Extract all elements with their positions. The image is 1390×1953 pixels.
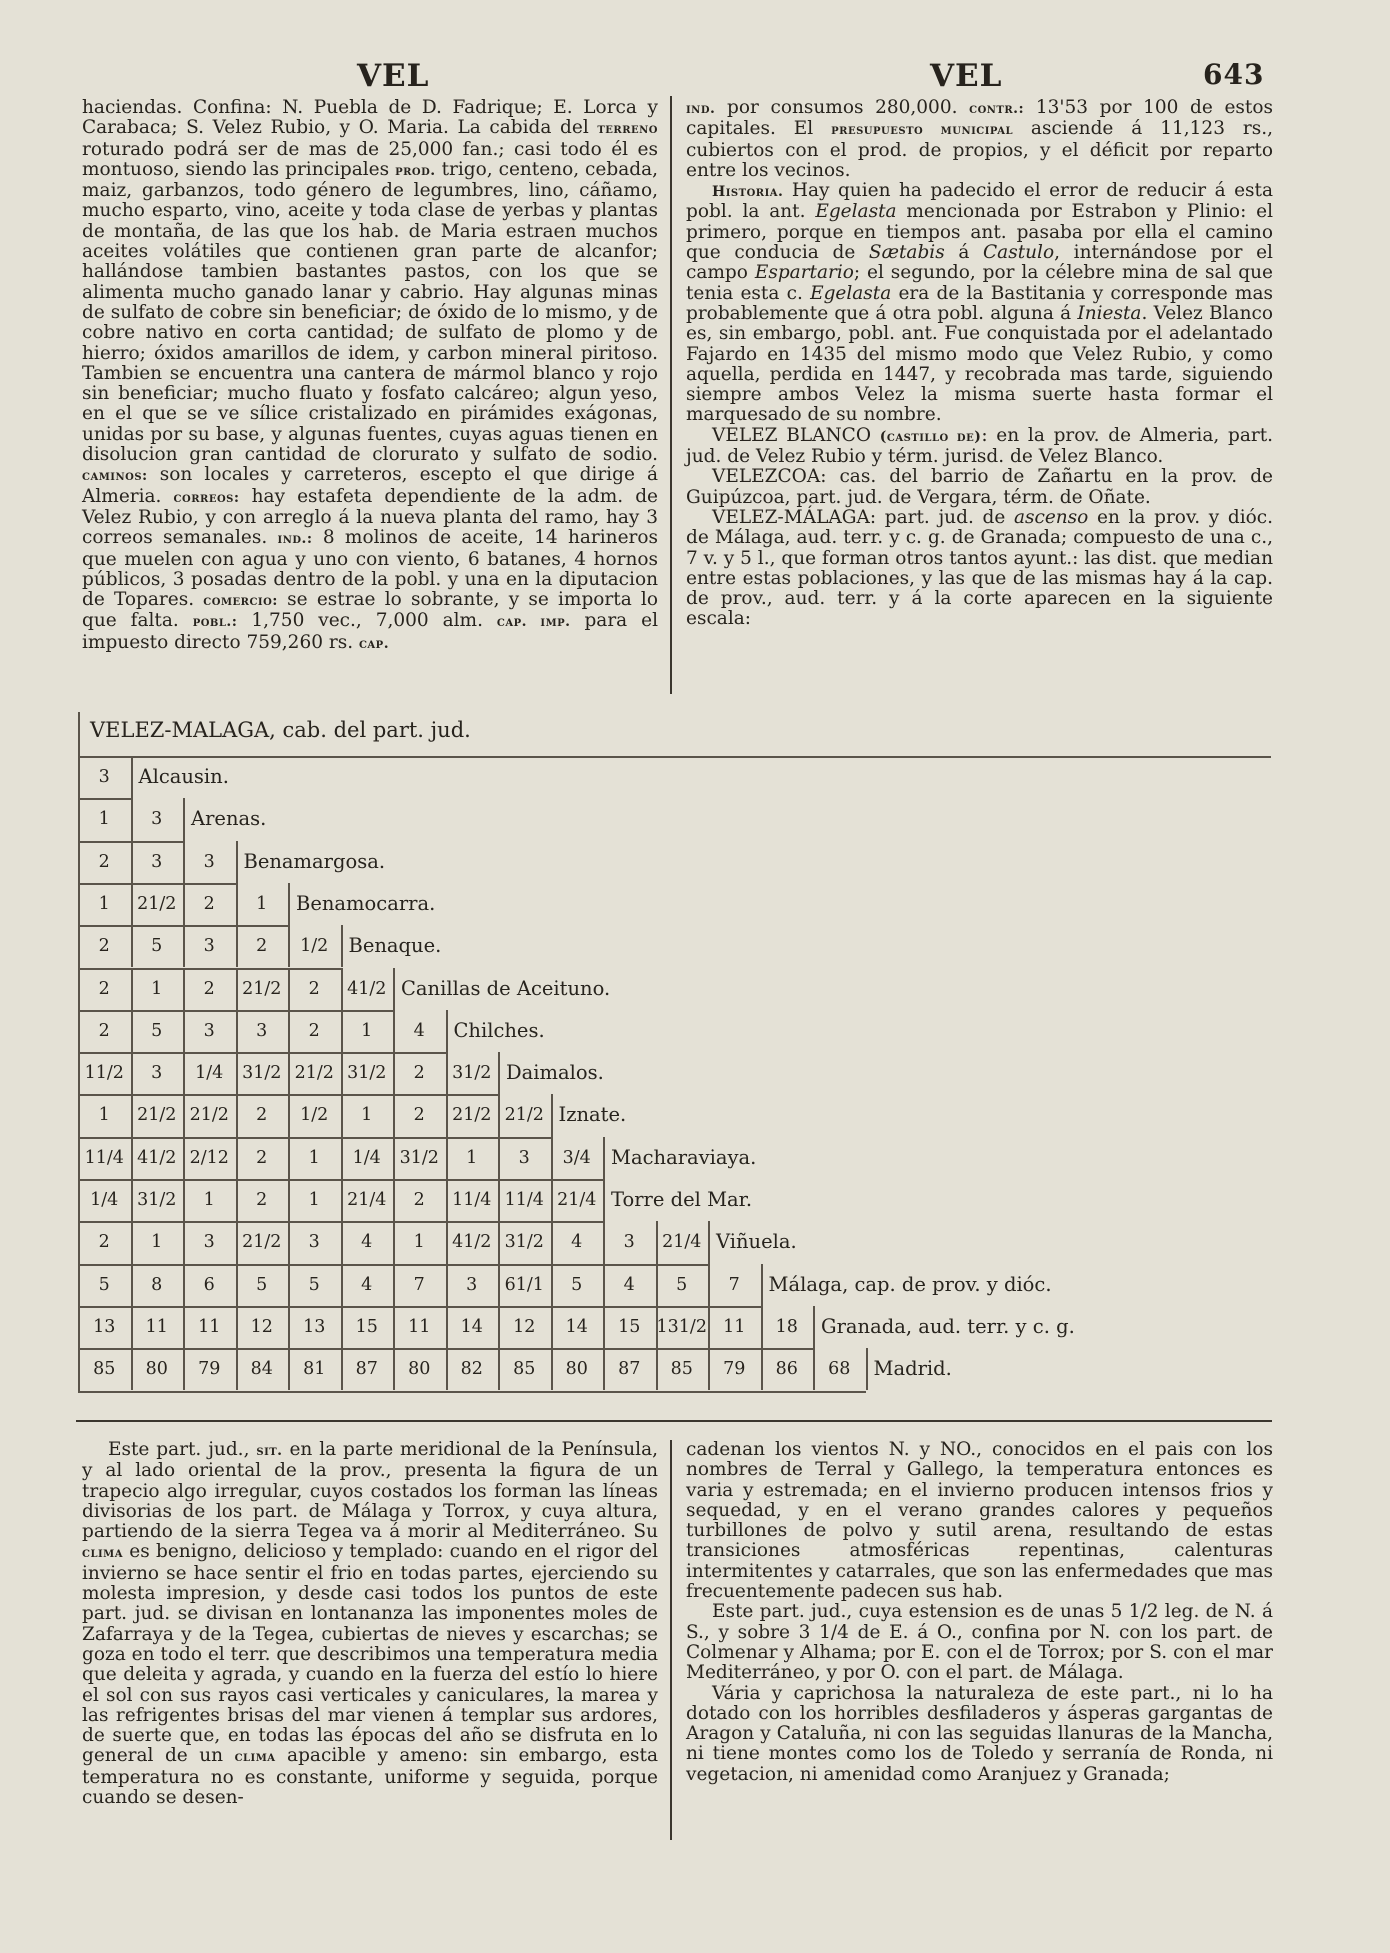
distance-cell: 18 [775,1316,798,1337]
distance-cell: 80 [565,1359,588,1380]
distance-cell: 1 [151,978,163,999]
distance-cell: 4 [413,1020,425,1041]
distance-cell: 21/4 [662,1232,702,1253]
distance-cell: 11 [723,1316,746,1337]
distance-cell: 41/2 [137,1147,177,1168]
distance-cell: 2 [98,978,110,999]
distance-cell: 3 [203,1020,215,1041]
distance-cell: 1 [203,1190,215,1210]
distance-cell: 21/2 [294,1063,334,1084]
distance-cell: 11/4 [504,1190,544,1210]
distance-cell: 21/4 [347,1190,387,1210]
town-name: Daimalos. [506,1061,604,1085]
distance-cell: 5 [151,936,163,957]
town-name: Arenas. [191,807,267,831]
distance-cell: 1/4 [195,1063,224,1084]
top-left-column [82,98,658,654]
distance-cell: 11 [408,1316,431,1337]
distance-cell: 12 [513,1316,536,1337]
distance-cell: 82 [460,1359,483,1380]
town-name: Viñuela. [716,1230,797,1254]
distance-cell: 6 [203,1274,215,1295]
distance-cell: 1 [151,1232,163,1253]
town-name: Málaga, cap. de prov. y dióc. [768,1272,1052,1296]
town-name: Chilches. [453,1018,545,1042]
distance-cell: 2 [413,1190,425,1210]
town-name: Alcausin. [138,765,229,788]
distance-cell: 21/2 [137,893,177,914]
distance-cell: 3 [518,1147,530,1168]
distance-cell: 2 [203,893,215,914]
town-name: Iznate. [558,1103,627,1127]
distance-cell: 13 [93,1316,116,1337]
distance-cell: 3 [203,1232,215,1253]
distance-cell: 1/2 [300,1105,329,1126]
distance-cell: 21/2 [137,1105,177,1126]
distance-cell: 87 [355,1359,378,1380]
town-name: Madrid. [873,1357,952,1381]
distance-cell: 21/2 [452,1105,492,1126]
distance-cell: 5 [151,1020,163,1041]
distance-cell: 85 [670,1359,693,1380]
distance-cell: 81 [303,1359,326,1380]
distance-cell: 31/2 [504,1232,544,1253]
town-name: Benamocarra. [296,891,436,915]
bottom-left-column [82,1440,658,1808]
distance-cell: 4 [571,1232,583,1253]
page-number: 643 [1203,58,1265,91]
entry-velez-blanco: VELEZ BLANCO (castillo de): en la prov. de Almeria, part. jud. de Velez Rubio y térm. jurisd. de Velez Blanco. [686,424,1274,468]
distance-cell: 1 [361,1020,373,1041]
distance-cell: 2/12 [189,1147,229,1168]
distance-cell: 4 [623,1274,635,1295]
table-header-rule [78,756,1271,758]
distance-cell: 14 [565,1316,588,1337]
distance-cell: 2 [256,1190,268,1210]
distance-cell: 2 [256,936,268,957]
distance-cell: 12 [250,1316,273,1337]
distance-cell: 80 [145,1359,168,1380]
historia-paragraph: Historia. Hay quien ha padecido el error de reducir á esta pobl. la ant. Egelasta mencionada por Estrabon y Plinio: el primero, porque en tiempos ant. pasaba por ella el camino que conducia de Sætabis á Castulo, internándose por el campo Espartario; el segundo, por la célebre mina de sal que tenia esta c. Egelasta era de la Bastitania y corresponde mas probablemente que á otra pobl. alguna á Iniesta. Velez Blanco es, sin embargo, pobl. ant. Fue conquistada por el adelantado Fajardo en 1435 del mismo modo que Velez Rubio, y como aquella, perdida en 1447, y recobrada mas tarde, siguiendo siempre ambos Velez la misma suerte hasta formar el marquesado de su nombre. [686,180,1274,426]
distance-cell: 61/1 [504,1274,544,1295]
distance-cell: 15 [355,1316,378,1337]
distance-cell: 31/2 [452,1063,492,1084]
description-paragraph: Este part. jud., sit. en la parte meridional de la Península, y al lado oriental de la prov., presenta la figura de un trapecio algo irregular, cuyos costados los forman las líneas divisorias de los part. de Málaga y Torrox, y cuya altura, partiendo de la sierra Tegea va á morir al Mediterráneo. Su clima es benigno, delicioso y templado: cuando en el rigor del invierno se hace sentir el frio en todas partes, ejerciendo su molesta impresion, y desde casi todos los puntos de este part. jud. se divisan en lontananza las imponentes moles de Zafarraya y de la Tegea, cubiertas de nieves y escarchas; se goza en todo el terr. que describimos una temperatura media que deleita y agrada, y cuando en la fuerza del estío lo hiere el sol con sus rayos casi verticales y caniculares, la marea y las refrigentes brisas del mar vienen á templar sus ardores, de suerte que, en todas las épocas del año se disfruta en lo general de un clima apacible y ameno: sin embargo, esta temperatura no es constante, uniforme y seguida, porque cuando se desen- [82,1439,658,1809]
town-name: Macharaviaya. [611,1145,757,1169]
distance-cell: 2 [256,1105,268,1126]
winds-paragraph: cadenan los vientos N. y NO., conocidos en el pais con los nombres de Terral y Gallego, la temperatura entonces es varia y estremada; en el invierno producen intensos frios y sequedad, y en el verano grandes calores y pequeños turbillones de polvo y sutil arena, resultando de estas transiciones atmosféricas repentinas, calenturas intermitentes y catarrales, que son las enfermedades que mas frecuentemente padecen sus hab. [686,1439,1273,1603]
distance-cell: 41/2 [347,978,387,999]
distance-cell: 3 [151,809,163,830]
distance-cell: 3 [623,1232,635,1253]
distance-cell: 2 [308,978,320,999]
distance-cell: 68 [828,1359,851,1380]
distance-cell: 79 [198,1359,221,1380]
distance-cell: 21/2 [504,1105,544,1126]
distance-cell: 1 [361,1105,373,1126]
distance-cell: 87 [618,1359,641,1380]
distance-cell: 14 [460,1316,483,1337]
distance-cell: 11/4 [84,1147,124,1168]
distance-cell: 31/2 [242,1063,282,1084]
row-rule [78,1391,866,1393]
distance-cell: 84 [250,1359,273,1380]
distance-cell: 2 [308,1020,320,1041]
column-divider-bottom [670,1440,672,1840]
distance-cell: 21/4 [557,1190,597,1210]
distance-cell: 1 [256,893,268,914]
extension-paragraph: Este part. jud., cuya estension es de unas 5 1/2 leg. de N. á S., y sobre 3 1/4 de E. á O., confina por N. con los part. de Colmenar y Alhama; por E. con el de Torrox; por S. con el mar Mediterráneo, y por O. con el part. de Málaga. [686,1601,1273,1684]
distance-cell: 11/4 [452,1190,492,1210]
distance-cell: 31/2 [399,1147,439,1168]
distance-cell: 1 [98,893,110,914]
distance-cell: 31/2 [137,1190,177,1210]
distance-cell: 80 [408,1359,431,1380]
distance-cell: 5 [571,1274,583,1295]
distance-cell: 2 [413,1063,425,1084]
town-name: Benaque. [348,934,442,958]
distance-cell: 1 [308,1147,320,1168]
entry-velezcoa: VELEZCOA: cas. del barrio de Zañartu en la prov. de Guipúzcoa, part. jud. de Vergara, térm. de Oñate. [686,466,1273,508]
distance-cell: 1/4 [90,1190,119,1210]
top-right-column [686,98,1273,630]
right-running-head: VEL [930,58,1003,94]
town-name: Canillas de Aceituno. [401,976,611,1000]
distance-cell: 5 [308,1274,320,1295]
distance-cell: 11 [198,1316,221,1337]
distance-cell: 3/4 [562,1147,591,1168]
distance-cell: 3 [466,1274,478,1295]
distance-cell: 13 [303,1316,326,1337]
distance-cell: 2 [98,936,110,957]
distance-cell: 11 [145,1316,168,1337]
left-running-head: VEL [357,58,430,94]
distance-table [78,712,1271,1412]
distance-cell: 7 [413,1274,425,1295]
distance-cell: 31/2 [347,1063,387,1084]
distance-cell: 1 [98,809,110,830]
bottom-right-column [686,1440,1273,1785]
distance-cell: 21/2 [189,1105,229,1126]
distance-cell: 2 [98,1232,110,1253]
distance-cell: 85 [513,1359,536,1380]
table-bottom-rule [76,1420,1272,1422]
distance-cell: 3 [308,1232,320,1253]
distance-cell: 11/2 [84,1063,124,1084]
continued-entry-paragraph: haciendas. Confina: N. Puebla de D. Fadrique; E. Lorca y Carabaca; S. Velez Rubio, y O. Maria. La cabida del terreno roturado podrá ser de mas de 25,000 fan.; casi todo él es montuoso, siendo las principales prod. trigo, centeno, cebada, maiz, garbanzos, todo género de legumbres, lino, cáñamo, mucho esparto, vino, aceite y toda clase de yerbas y plantas de montaña, de las que los hab. de Maria estraen muchos aceites volátiles que contienen gran parte de alcanfor; hallándose tambien bastantes pastos, con los que se alimenta mucho ganado lanar y cabrio. Hay algunas minas de sulfato de cobre sin beneficiar; de óxido de lo mismo, y de cobre nativo en corta cantidad; de sulfato de plomo y de hierro; óxidos amarillos de idem, y carbon mineral piritoso. Tambien se encuentra una cantera de mármol blanco y rojo sin beneficiar; mucho fluato y fosfato calcáreo; algun yeso, en el que se ve sílice cristalizado en pirámides exágonas, unidas por su base, y algunas fuentes, cuyas aguas tienen en disolucion gran cantidad de clorurato y sulfato de sodio. caminos: son locales y carreteros, escepto el que dirige á Almeria. correos: hay estafeta dependiente de la adm. de Velez Rubio, y con arreglo á la nueva planta del ramo, hay 3 correos semanales. ind.: 8 molinos de aceite, 14 harineros que muelen con agua y uno con viento, 6 batanes, 4 hornos públicos, 3 posadas dentro de la pobl. y una en la diputacion de Topares. comercio: se estrae lo sobrante, y se importa lo que falta. pobl.: 1,750 vec., 7,000 alm. cap. imp. para el impuesto directo 759,260 rs. cap. [82,97,658,653]
distance-cell: 4 [361,1274,373,1295]
entry-velez-malaga: VELEZ-MÁLAGA: part. jud. de ascenso en la prov. y dióc. de Málaga, aud. terr. y c. g. de Granada; compuesto de una c., 7 v. y 5 l., que forman otros tantos ayunt.: las dist. que median entre estas poblaciones, y las que de las mismas hay á la cap. de prov., aud. terr. y á la corte aparecen en la siguiente escala: [686,506,1273,630]
distance-cell: 1/4 [352,1147,381,1168]
distance-cell: 1 [413,1232,425,1253]
distance-cell: 21/2 [242,1232,282,1253]
distance-cell: 3 [203,851,215,872]
distance-cell: 2 [256,1147,268,1168]
distance-cell: 2 [98,1020,110,1041]
distance-table-title: VELEZ-MALAGA, cab. del part. jud. [90,718,471,742]
distance-cell: 21/2 [242,978,282,999]
distance-cell: 7 [728,1274,740,1295]
distance-cell: 5 [676,1274,688,1295]
distance-cell: 15 [618,1316,641,1337]
distance-cell: 1 [466,1147,478,1168]
distance-cell: 131/2 [656,1316,707,1337]
distance-cell: 5 [256,1274,268,1295]
distance-cell: 8 [151,1274,163,1295]
distance-cell: 1 [98,1105,110,1126]
budget-paragraph: ind. por consumos 280,000. contr.: 13'53 por 100 de estos capitales. El presupuesto municipal asciende á 11,123 rs., cubiertos con el prod. de propios, y el déficit por reparto entre los vecinos. [686,97,1273,181]
distance-cell: 86 [775,1359,798,1380]
distance-cell: 1 [308,1190,320,1210]
column-divider-top [670,96,672,694]
nature-paragraph: Vária y caprichosa la naturaleza de este part., ni lo ha dotado con los horribles desfiladeros y ásperas gargantas de Aragon y Cataluña, ni con las seguidas llanuras de la Mancha, ni tiene montes como los de Toledo y serranía de Ronda, ni vegetacion, ni amenidad como Aranjuez y Granada; [686,1682,1273,1785]
town-name: Granada, aud. terr. y c. g. [821,1314,1075,1338]
distance-cell: 2 [413,1105,425,1126]
distance-cell: 41/2 [452,1232,492,1253]
distance-cell: 2 [98,851,110,872]
town-name: Benamargosa. [243,849,386,873]
distance-cell: 5 [98,1274,110,1295]
distance-cell: 1/2 [300,936,329,957]
distance-cell: 3 [256,1020,268,1041]
distance-cell: 3 [151,1063,163,1084]
distance-cell: 3 [98,767,110,787]
town-name: Torre del Mar. [611,1188,753,1211]
distance-cell: 85 [93,1359,116,1380]
distance-cell: 3 [151,851,163,872]
distance-cell: 2 [203,978,215,999]
distance-cell: 79 [723,1359,746,1380]
distance-cell: 4 [361,1232,373,1253]
distance-cell: 3 [203,936,215,957]
